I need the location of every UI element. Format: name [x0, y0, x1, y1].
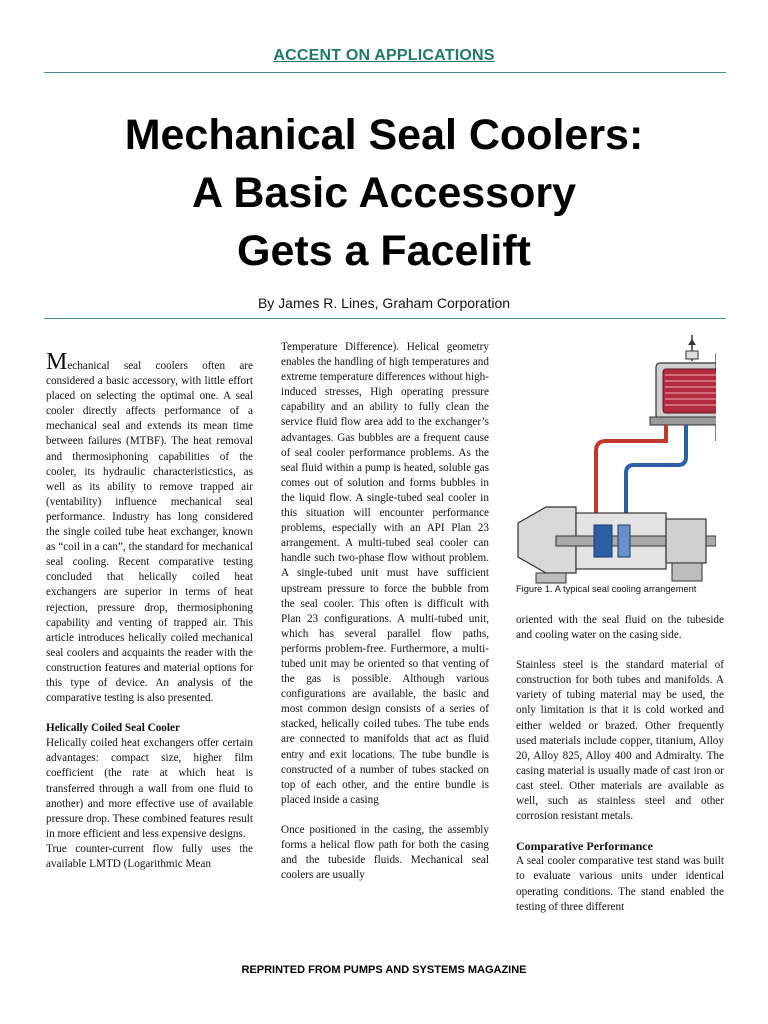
reprint-footer: REPRINTED FROM PUMPS AND SYSTEMS MAGAZINE — [241, 964, 527, 976]
vent-arrow — [688, 339, 696, 345]
intro-text: echanical seal coolers often are considered a basic accessory, with little effort placed on selecting the optimal one. A seal cooler directly affects performance of a mechanical seal and extends its mean time between failures (MTBF). The heat removal and thermosiphoning capabilities of the cooler, its hydraulic characteristicstics, as well as its ability to remove trapped air (ventability) influence mechanical seal performance. Industry has long considered the single coiled tube heat exchanger, known as “coil in a can”, the standard for mechanical seal cooling. Recent comparative testing concluded that helically coiled heat exchangers are superior in terms of heat rejection, pressure drop, thermosiphoning capability and venting of trapped air. This article introduces helically coiled mechanical seal coolers and acquaints the reader with the construction features and material options for this type of device. An analysis of the comparative testing is also presented. — [46, 360, 253, 705]
seal-face-left — [594, 525, 612, 557]
seal-face-right — [618, 525, 630, 557]
byline: By James R. Lines, Graham Corporation — [257, 295, 511, 311]
subheading-helically-coiled: Helically Coiled Seal Cooler — [46, 722, 180, 735]
subheading-comparative-performance: Comparative Performance — [516, 839, 653, 854]
title-line-2: A Basic Accessory — [191, 169, 577, 217]
cooler-coil — [663, 369, 716, 413]
drop-cap: M — [46, 349, 68, 375]
title-line-3: Gets a Facelift — [237, 227, 531, 275]
header-rule — [44, 72, 726, 73]
paragraph: oriented with the seal fluid on the tubeside and cooling water on the casing side. — [516, 614, 724, 642]
paragraph: Stainless steel is the standard material of construction for both tubes and manifolds. A variety of tubing material may be used, the only limitation is that it is cold worked and either welded or brazed. Other frequently used materials include copper, titanium, Alloy 20, Alloy 825, Alloy 400 and Admiralty. The casing material is usually made of cast iron or cast steel. Other materials are available as well, such as stainless steel and other corrosion resistant metals. — [516, 659, 724, 823]
paragraph: Helically coiled heat exchangers offer certain advantages: compact size, higher film coefficient (the rate at which heat is transferred through a wall from one fluid to another) and more effective use of available pressure drop. These combined features result in more efficient and less expensive designs. — [46, 737, 253, 840]
intro-paragraph — [46, 349, 253, 706]
column-2 — [281, 340, 489, 883]
column-3 — [516, 613, 724, 915]
discharge-flange — [536, 573, 566, 583]
seal-cooling-diagram — [516, 333, 716, 593]
article-title — [0, 106, 768, 280]
cooler-base — [650, 417, 716, 425]
paragraph: Temperature Difference). Helical geometry enables the handling of high temperatures and extreme temperature differences without high-induced stresses, High operating pressure capability and an ability to fully clean the service fluid flow area add to the exchanger’s advantages. Gas bubbles are a frequent cause of seal cooler performance problems. As the seal fluid within a pump is heated, soluble gas comes out of solution and forms bubbles in the liquid flow. A single-tubed seal cooler in this situation will encounter performance problems, especially with an API Plan 23 arrangement. A multi-tubed seal cooler can handle such two-phase flow without problem. A single-tubed unit must have sufficient upstream pressure to force the bubble from the seal cooler. This often is difficult with Plan 23 configurations. A multi-tubed unit, which has several parallel flow paths, performs problem-free. Furthermore, a multi-tubed unit may be oriented so that venting of the gas is possible. Although various configurations are available, the basic and most common design consists of a series of stacked, helically coiled tubes. The tube ends are connected to manifolds that act as fluid entry and exit locations. The tube bundle is constructed of a number of tubes stacked on top of each other, and the entire bundle is placed inside a casing — [281, 341, 489, 806]
byline-rule — [44, 318, 726, 319]
paragraph: Once positioned in the casing, the assembly forms a helical flow path for both the casing and the tubeside fluids. Mechanical seal coolers are usually — [281, 823, 489, 882]
figure-caption: Figure 1. A typical seal cooling arrangement — [516, 584, 697, 594]
paragraph: True counter-current flow fully uses the available LMTD (Logarithmic Mean — [46, 842, 253, 870]
figure-seal-cooling — [516, 333, 716, 593]
title-line-1: Mechanical Seal Coolers: — [124, 111, 644, 159]
section-kicker: ACCENT ON APPLICATIONS — [273, 47, 495, 64]
bearing-bracket — [666, 519, 706, 563]
column-1 — [46, 349, 253, 872]
paragraph: A seal cooler comparative test stand was built to evaluate various units under identical operating conditions. The stand enabled the testing of three different — [516, 855, 724, 913]
vent-valve — [686, 351, 698, 359]
pump-foot — [672, 563, 702, 581]
